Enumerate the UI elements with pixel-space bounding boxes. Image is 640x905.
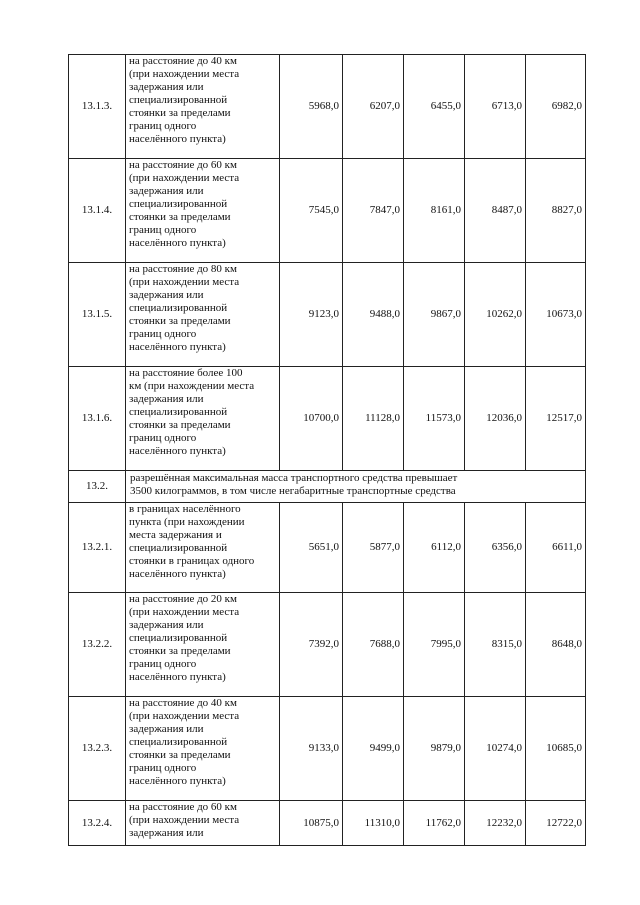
- row-description: на расстояние до 20 км (при нахождении места задержания или специализированной стоянки за пределами границ одного населённого пункта): [126, 593, 280, 697]
- value-cell: 9867,0: [404, 263, 465, 367]
- value-cell: 5877,0: [343, 503, 404, 593]
- row-number: 13.1.4.: [69, 159, 126, 263]
- value-cell: 8161,0: [404, 159, 465, 263]
- row-description: в границах населённого пункта (при нахождении места задержания и специализированной стоянки в границах одного населённого пункта): [126, 503, 280, 593]
- value-cell: 6207,0: [343, 55, 404, 159]
- row-number: 13.2.4.: [69, 801, 126, 846]
- value-cell: 10875,0: [280, 801, 343, 846]
- value-cell: 11573,0: [404, 367, 465, 471]
- value-cell: 10262,0: [465, 263, 526, 367]
- row-description: на расстояние до 60 км (при нахождении места задержания или специализированной стоянки за пределами границ одного населённого пункта): [126, 159, 280, 263]
- value-cell: 6982,0: [526, 55, 586, 159]
- table-row: [69, 593, 586, 697]
- row-number: 13.2.3.: [69, 697, 126, 801]
- value-cell: 8648,0: [526, 593, 586, 697]
- row-description: на расстояние до 60 км (при нахождении места задержания или: [126, 801, 280, 846]
- value-cell: 7392,0: [280, 593, 343, 697]
- table-row: [69, 697, 586, 801]
- value-cell: 5651,0: [280, 503, 343, 593]
- tariff-table: [68, 54, 586, 846]
- table-row: [69, 159, 586, 263]
- value-cell: 10685,0: [526, 697, 586, 801]
- row-number: 13.2.1.: [69, 503, 126, 593]
- value-cell: 11310,0: [343, 801, 404, 846]
- value-cell: 9488,0: [343, 263, 404, 367]
- value-cell: 11762,0: [404, 801, 465, 846]
- value-cell: 12232,0: [465, 801, 526, 846]
- value-cell: 7545,0: [280, 159, 343, 263]
- value-cell: 9499,0: [343, 697, 404, 801]
- value-cell: 9123,0: [280, 263, 343, 367]
- row-description: на расстояние до 40 км (при нахождении места задержания или специализированной стоянки за пределами границ одного населённого пункта): [126, 697, 280, 801]
- value-cell: 10274,0: [465, 697, 526, 801]
- value-cell: 10700,0: [280, 367, 343, 471]
- row-number: 13.1.5.: [69, 263, 126, 367]
- value-cell: 11128,0: [343, 367, 404, 471]
- value-cell: 5968,0: [280, 55, 343, 159]
- table-row: [69, 367, 586, 471]
- value-cell: 9879,0: [404, 697, 465, 801]
- value-cell: 7688,0: [343, 593, 404, 697]
- row-description: на расстояние более 100 км (при нахождении места задержания или специализированной стоянки за пределами границ одного населённого пункта): [126, 367, 280, 471]
- row-number: 13.1.6.: [69, 367, 126, 471]
- value-cell: 12036,0: [465, 367, 526, 471]
- value-cell: 8827,0: [526, 159, 586, 263]
- value-cell: 6611,0: [526, 503, 586, 593]
- value-cell: 12517,0: [526, 367, 586, 471]
- value-cell: 8487,0: [465, 159, 526, 263]
- row-description: на расстояние до 40 км (при нахождении места задержания или специализированной стоянки за пределами границ одного населённого пункта): [126, 55, 280, 159]
- value-cell: 6112,0: [404, 503, 465, 593]
- section-description: разрешённая максимальная масса транспортного средства превышает 3500 килограммов, в том числе негабаритные транспортные средства: [126, 471, 586, 503]
- value-cell: 6356,0: [465, 503, 526, 593]
- value-cell: 7995,0: [404, 593, 465, 697]
- table-row: [69, 503, 586, 593]
- value-cell: 10673,0: [526, 263, 586, 367]
- table-row: [69, 55, 586, 159]
- value-cell: 8315,0: [465, 593, 526, 697]
- value-cell: 6713,0: [465, 55, 526, 159]
- row-description: на расстояние до 80 км (при нахождении места задержания или специализированной стоянки за пределами границ одного населённого пункта): [126, 263, 280, 367]
- value-cell: 7847,0: [343, 159, 404, 263]
- section-header-row: [69, 471, 586, 503]
- row-number: 13.2.2.: [69, 593, 126, 697]
- table-row: [69, 801, 586, 846]
- table-row: [69, 263, 586, 367]
- value-cell: 12722,0: [526, 801, 586, 846]
- row-number: 13.1.3.: [69, 55, 126, 159]
- value-cell: 6455,0: [404, 55, 465, 159]
- value-cell: 9133,0: [280, 697, 343, 801]
- row-number: 13.2.: [69, 471, 126, 503]
